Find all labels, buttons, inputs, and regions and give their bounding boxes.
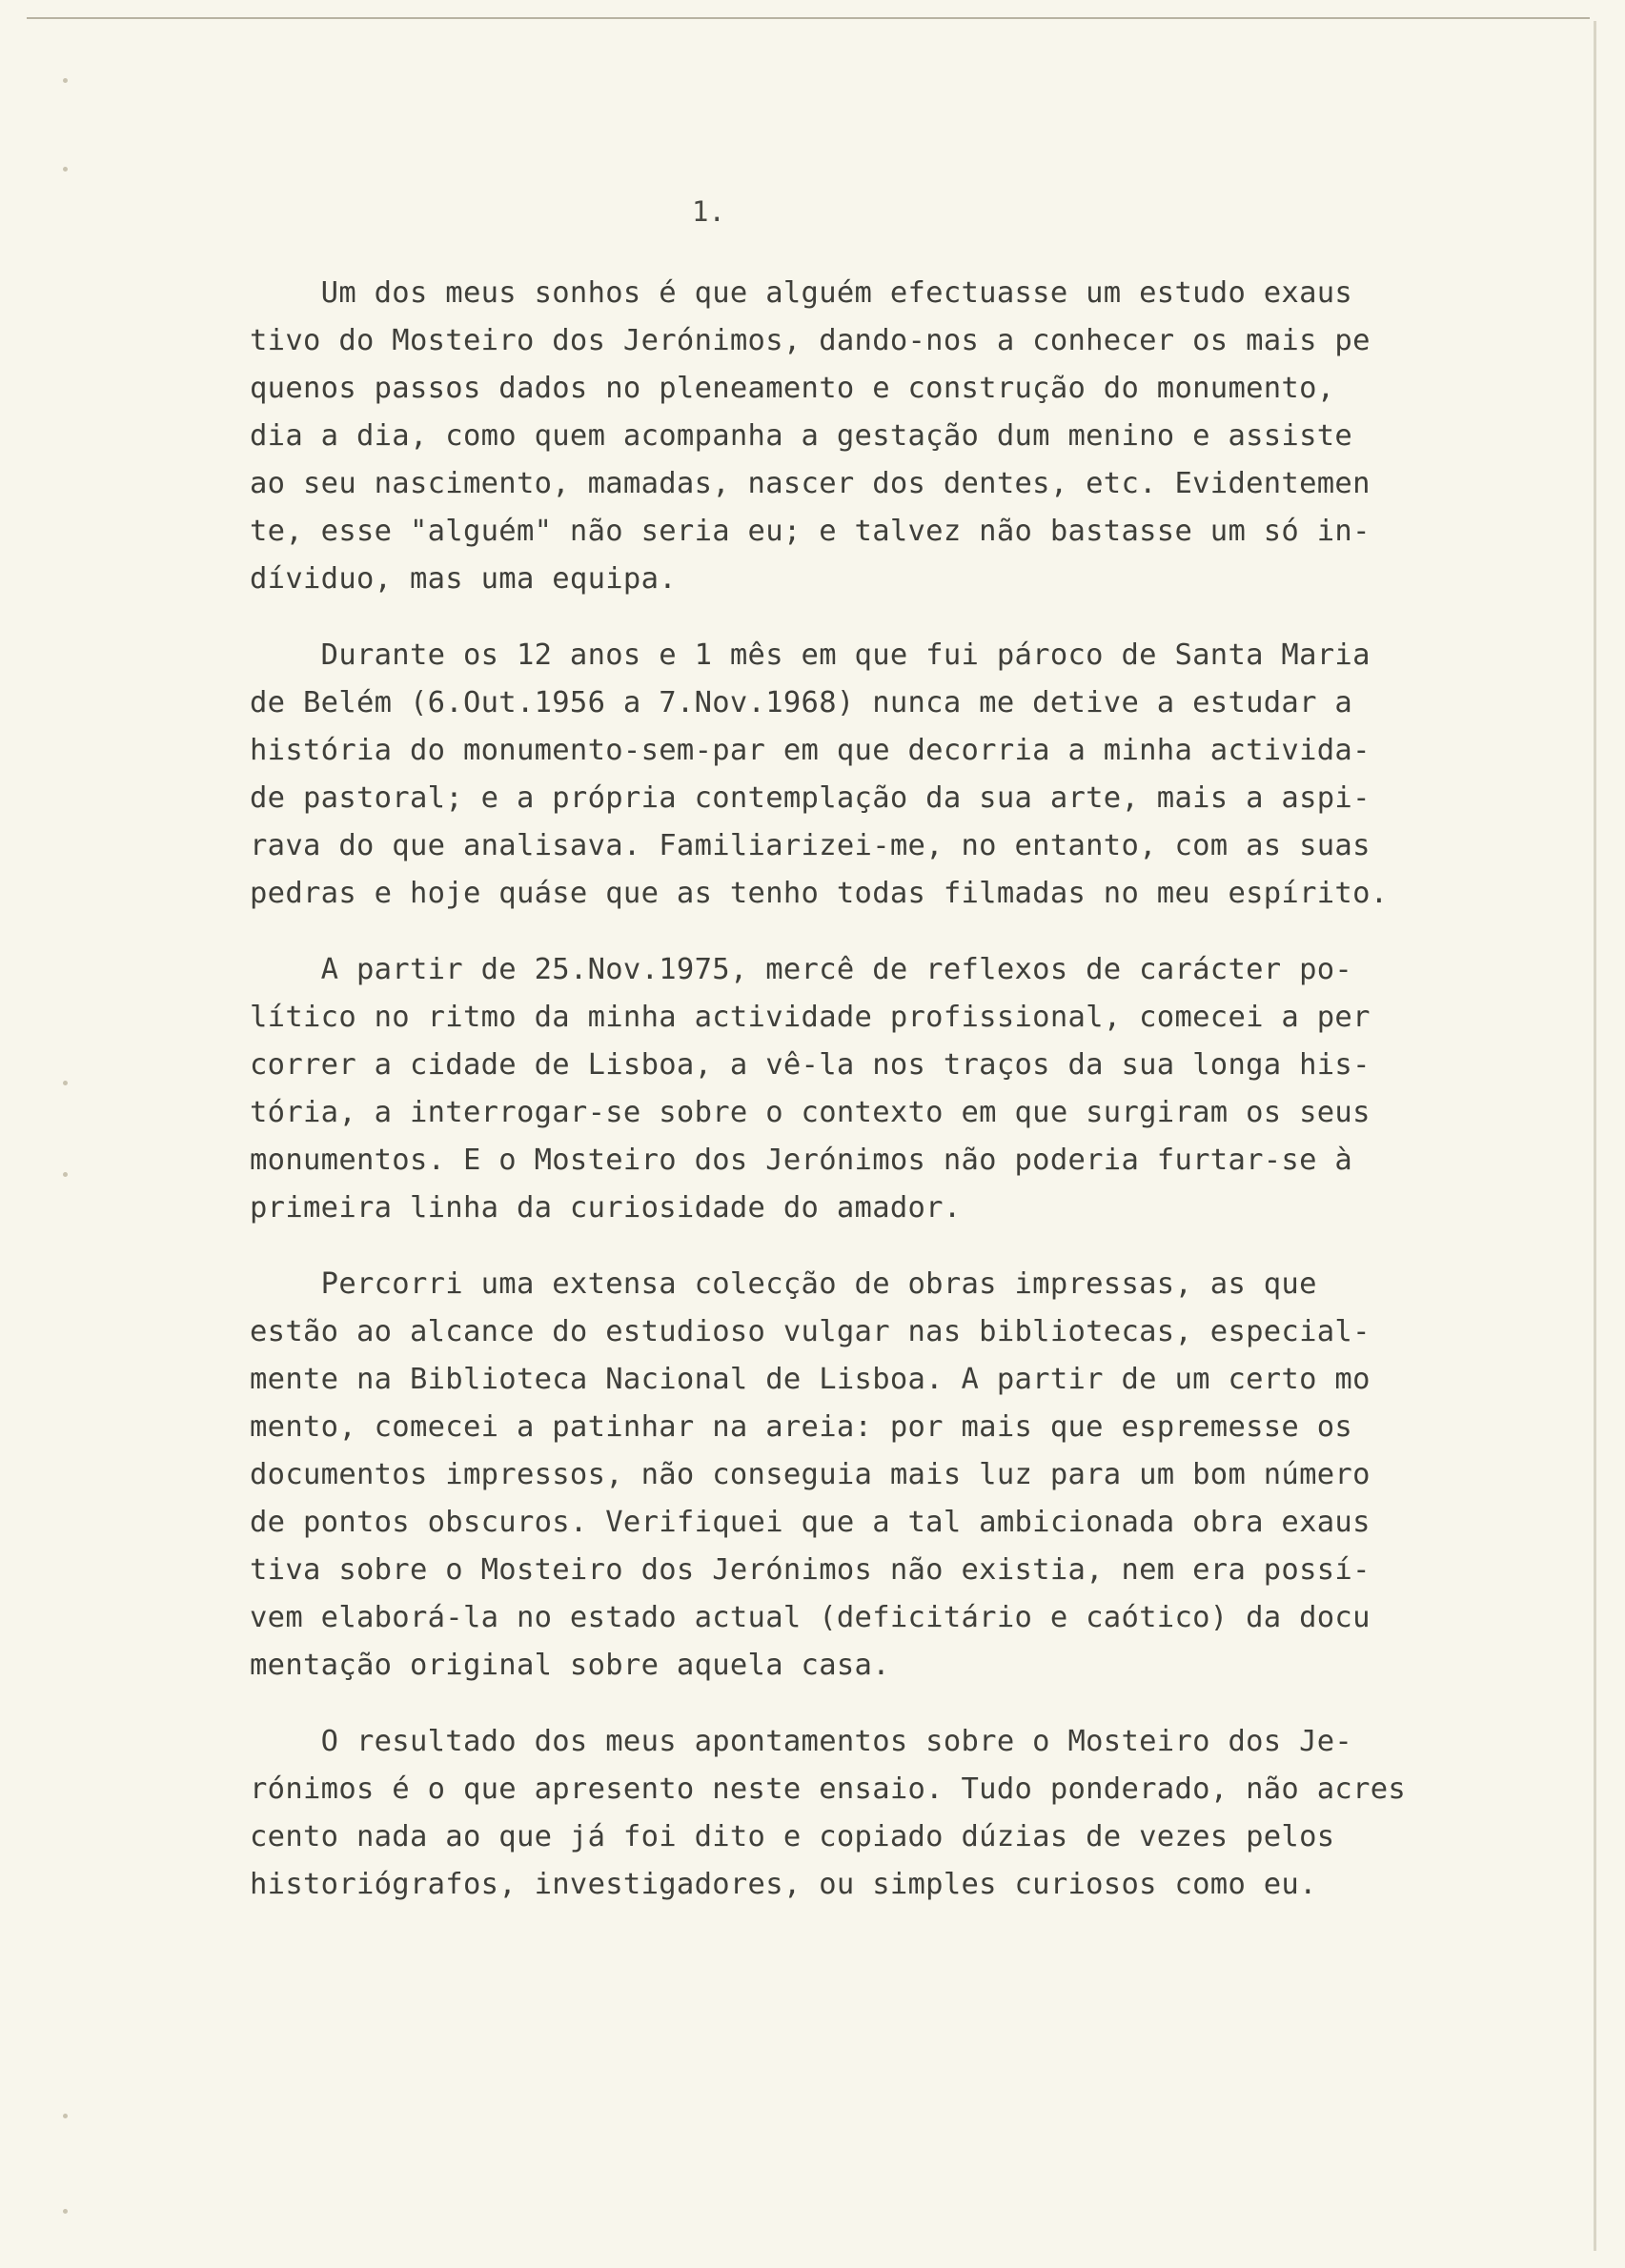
text-line: rónimos é o que apresento neste ensaio. Tudo ponderado, não acres: [250, 1772, 1407, 1806]
paragraph: [250, 1718, 1489, 1909]
paper-top-edge: [27, 17, 1590, 19]
text-line: lítico no ritmo da minha actividade profissional, comecei a per: [250, 1001, 1371, 1034]
paper-right-edge: [1594, 21, 1596, 2251]
text-line: ao seu nascimento, mamadas, nascer dos dentes, etc. Evidentemen: [250, 467, 1371, 500]
text-line: estão ao alcance do estudioso vulgar nas bibliotecas, especial-: [250, 1315, 1371, 1348]
text-line: mentação original sobre aquela casa.: [250, 1649, 890, 1682]
punch-hole-mark: [63, 1172, 68, 1177]
text-line: monumentos. E o Mosteiro dos Jerónimos não poderia furtar-se à: [250, 1144, 1353, 1177]
punch-hole-mark: [63, 78, 68, 83]
punch-hole-mark: [63, 167, 68, 172]
text-line: tiva sobre o Mosteiro dos Jerónimos não existia, nem era possí-: [250, 1553, 1371, 1587]
text-line: Um dos meus sonhos é que alguém efectuasse um estudo exaus: [250, 276, 1353, 310]
text-line: história do monumento-sem-par em que decorria a minha activida-: [250, 734, 1371, 767]
punch-hole-mark: [63, 2114, 68, 2118]
paragraph: [250, 632, 1489, 918]
text-line: O resultado dos meus apontamentos sobre o Mosteiro dos Je-: [250, 1725, 1353, 1758]
text-line: dia a dia, como quem acompanha a gestação dum menino e assiste: [250, 419, 1353, 453]
text-line: de Belém (6.Out.1956 a 7.Nov.1968) nunca me detive a estudar a: [250, 686, 1353, 719]
text-line: tória, a interrogar-se sobre o contexto em que surgiram os seus: [250, 1096, 1371, 1129]
paragraph: [250, 946, 1489, 1232]
text-line: A partir de 25.Nov.1975, mercê de reflexos de carácter po-: [250, 953, 1353, 986]
text-line: quenos passos dados no pleneamento e construção do monumento,: [250, 372, 1335, 405]
text-line: cento nada ao que já foi dito e copiado dúzias de vezes pelos: [250, 1820, 1335, 1853]
text-line: rava do que analisava. Familiarizei-me, no entanto, com as suas: [250, 829, 1371, 862]
paragraph: [250, 270, 1489, 603]
text-line: Durante os 12 anos e 1 mês em que fui pároco de Santa Maria: [250, 638, 1371, 672]
body-text: [250, 270, 1489, 1937]
text-line: mento, comecei a patinhar na areia: por mais que espremesse os: [250, 1410, 1353, 1444]
text-line: de pastoral; e a própria contemplação da sua arte, mais a aspi-: [250, 781, 1371, 815]
text-line: correr a cidade de Lisboa, a vê-la nos traços da sua longa his-: [250, 1048, 1371, 1082]
text-line: díviduo, mas uma equipa.: [250, 562, 677, 596]
text-line: mente na Biblioteca Nacional de Lisboa. A partir de um certo mo: [250, 1363, 1371, 1396]
paragraph: [250, 1261, 1489, 1690]
text-line: te, esse "alguém" não seria eu; e talvez não bastasse um só in-: [250, 515, 1371, 548]
punch-hole-mark: [63, 1081, 68, 1085]
text-line: primeira linha da curiosidade do amador.: [250, 1191, 962, 1225]
text-line: vem elaborá-la no estado actual (deficitário e caótico) da docu: [250, 1601, 1371, 1634]
text-line: historiógrafos, investigadores, ou simples curiosos como eu.: [250, 1868, 1317, 1901]
text-line: Percorri uma extensa colecção de obras impressas, as que: [250, 1267, 1317, 1301]
punch-hole-mark: [63, 2209, 68, 2214]
text-line: documentos impressos, não conseguia mais luz para um bom número: [250, 1458, 1371, 1491]
text-line: de pontos obscuros. Verifiquei que a tal ambicionada obra exaus: [250, 1506, 1371, 1539]
text-line: tivo do Mosteiro dos Jerónimos, dando-nos a conhecer os mais pe: [250, 324, 1371, 357]
page-number: 1.: [692, 195, 725, 228]
text-line: pedras e hoje quáse que as tenho todas filmadas no meu espírito.: [250, 877, 1389, 910]
